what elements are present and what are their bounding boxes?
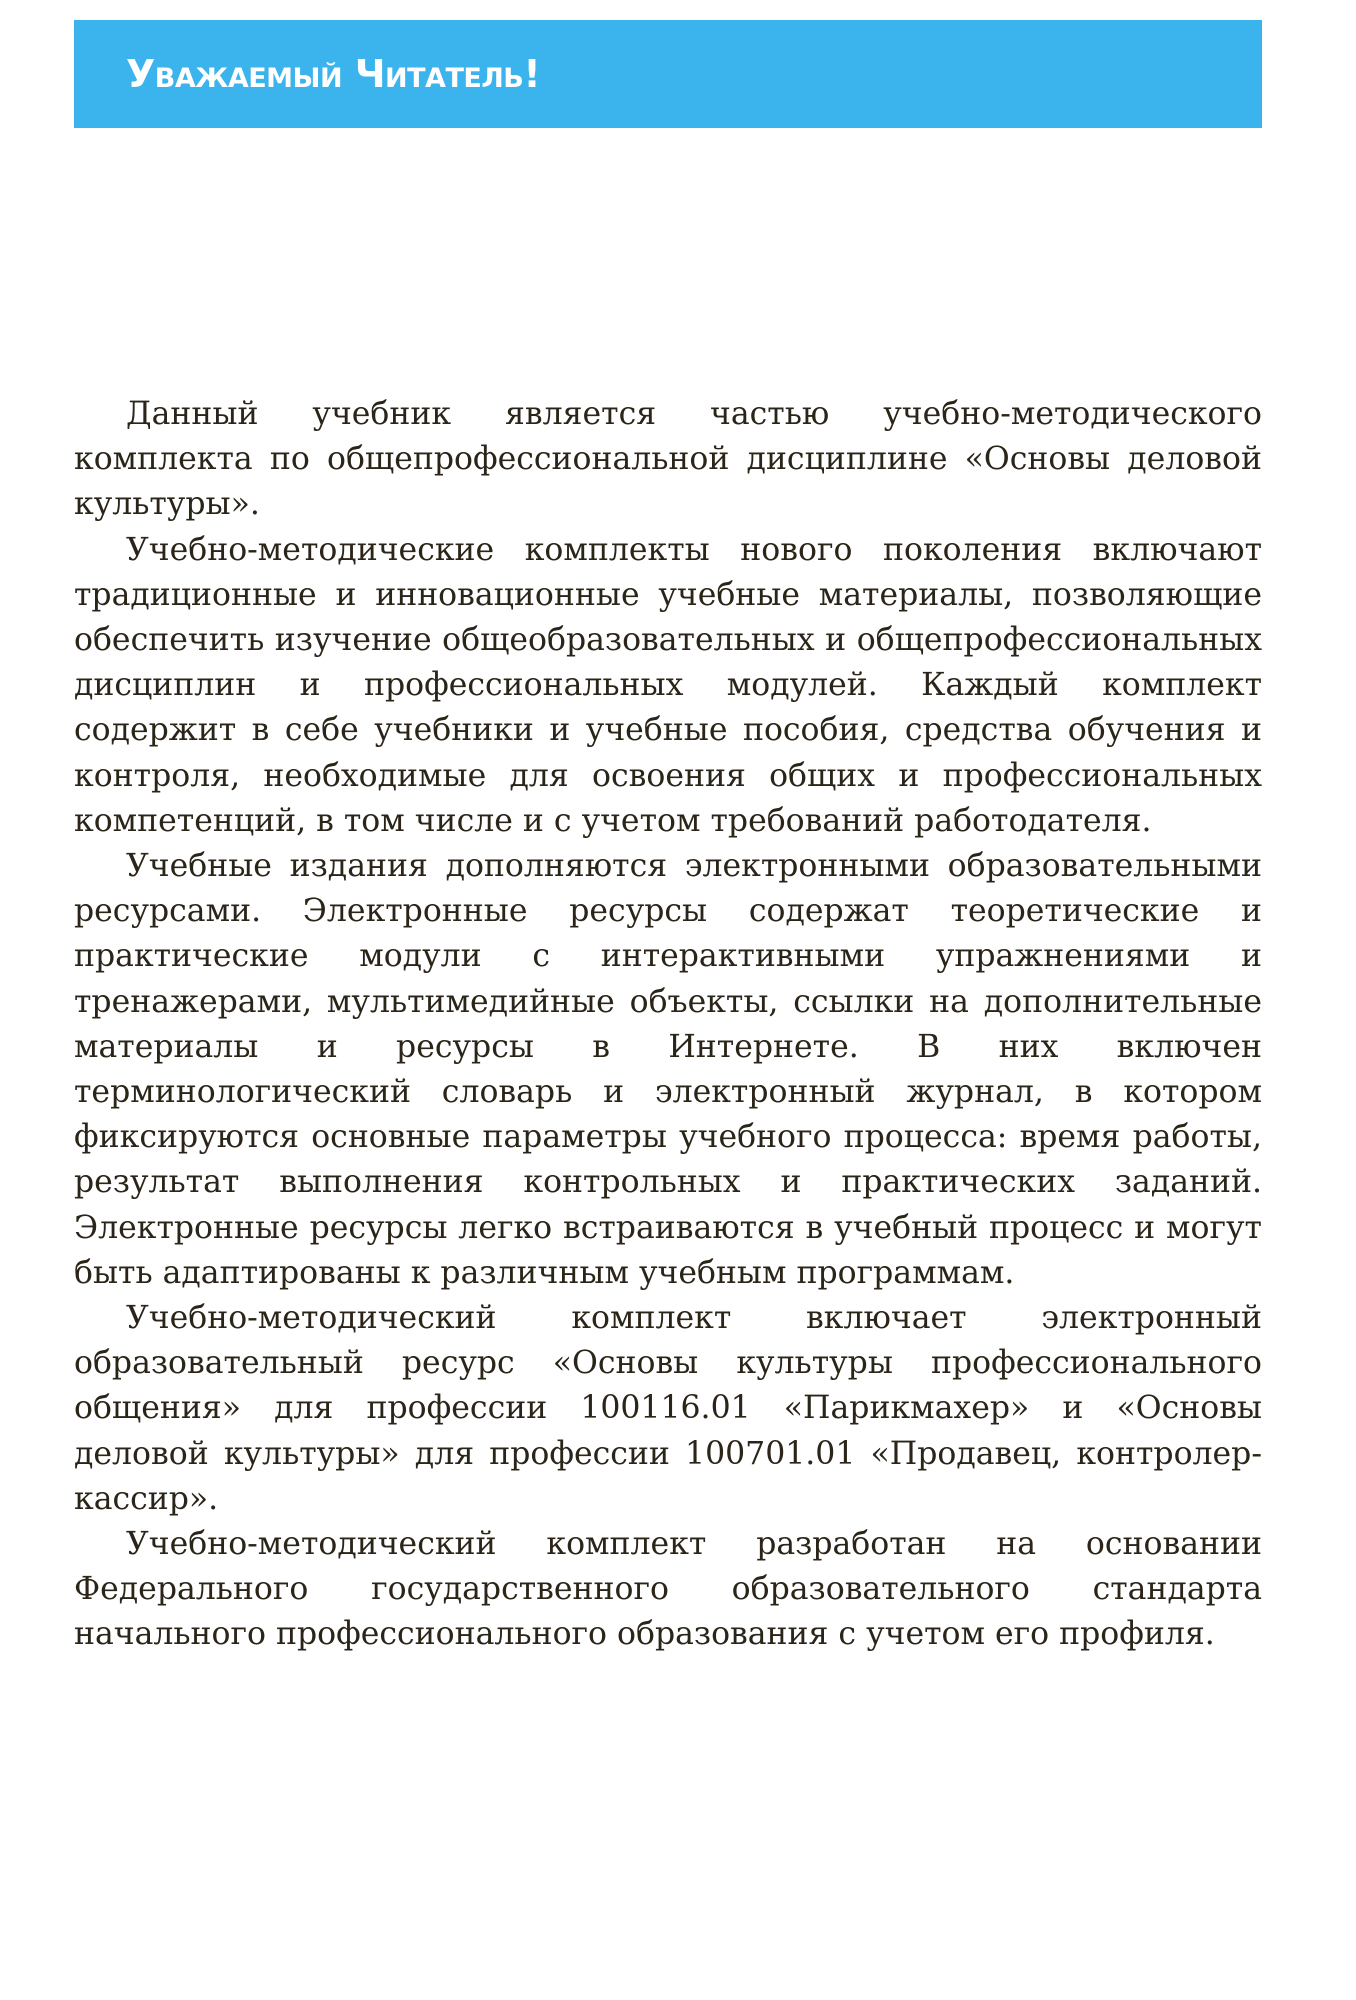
paragraph-kits: Учебно-методические комплекты нового поколения включают традиционные и инновационные учебные материалы, позволяющие обеспечить изучение общеобразовательных и общепрофессиональных дисциплин и профессиональных модулей. Каждый комплект содержит в себе учебники и учебные пособия, средства обучения и контроля, необходимые для освоения общих и профессиональных компетенций, в том числе и с учетом требований работодателя. xyxy=(74,531,1262,839)
paragraph-intro: Данный учебник является частью учебно-методического комплекта по общепрофессиональной дисциплине «Основы деловой культуры». xyxy=(74,396,1262,523)
body-text xyxy=(74,392,1262,1658)
paragraph-electronic-resource-list: Учебно-методический комплект включает электронный образовательный ресурс «Основы культуры профессионального общения» для профессии 100116.01 «Парикмахер» и «Основы деловой культуры» для профессии 100701.01 «Продавец, контролер-кассир». xyxy=(74,1300,1262,1517)
page-title: Уважаемый Читатель! xyxy=(126,52,541,96)
paragraph-standard: Учебно-методический комплект разработан на основании Федерального государственного образовательного стандарта начального профессионального образования с учетом его профиля. xyxy=(74,1526,1262,1653)
paragraph-electronic-resources: Учебные издания дополняются электронными образовательными ресурсами. Электронные ресурсы содержат теоретические и практические модули с интерактивными упражнениями и тренажерами, мультимедийные объекты, ссылки на дополнительные материалы и ресурсы в Интернете. В них включен терминологический словарь и электронный журнал, в котором фиксируются основные параметры учебного процесса: время работы, результат выполнения контрольных и практических заданий. Электронные ресурсы легко встраиваются в учебный процесс и могут быть адаптированы к различным учебным программам. xyxy=(74,848,1262,1291)
header-bar xyxy=(74,20,1262,128)
